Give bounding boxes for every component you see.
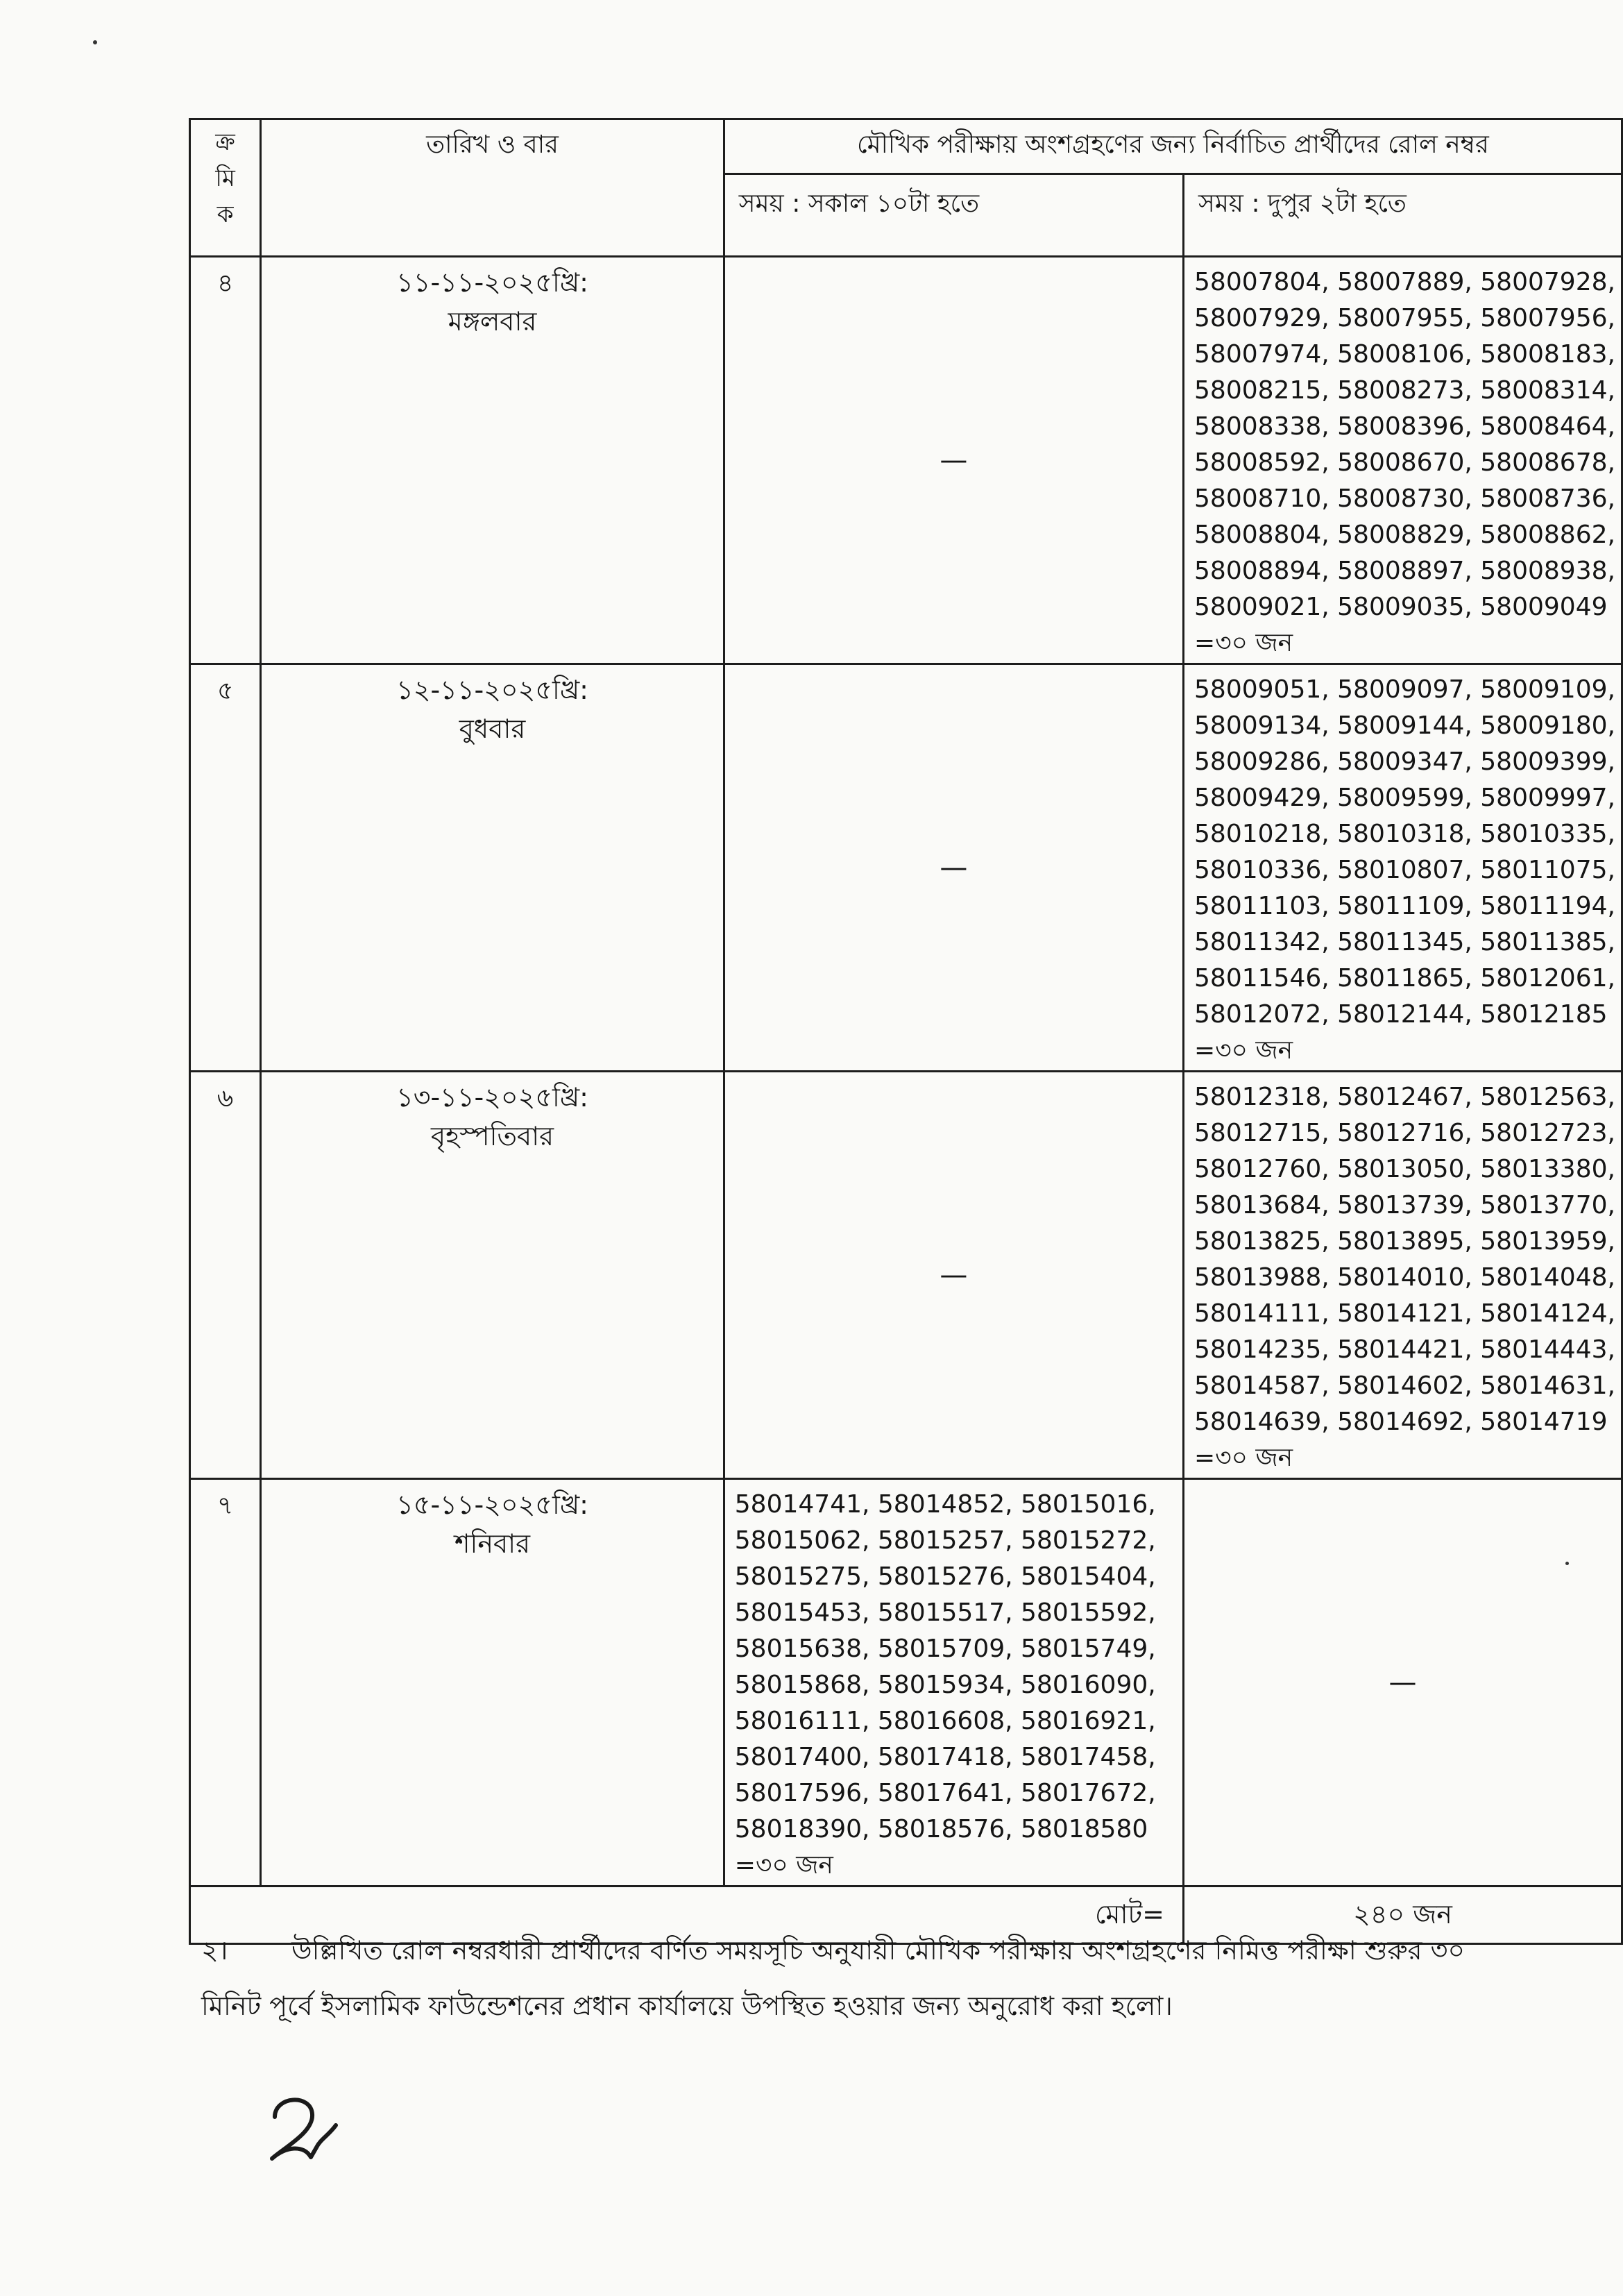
date-cell xyxy=(261,1072,724,1479)
total-label: মোট= xyxy=(190,1886,1184,1944)
instruction-note xyxy=(201,1923,1478,2034)
morning-cell-empty: — xyxy=(724,1072,1183,1479)
table-header-row xyxy=(190,119,1622,174)
date-text: ১৫-১১-২০২৫খ্রি: xyxy=(396,1489,588,1520)
date-cell xyxy=(261,664,724,1072)
table-row xyxy=(190,257,1622,664)
serial-header: ক্র মি ক xyxy=(190,119,261,257)
day-text: মঙ্গলবার xyxy=(448,306,537,337)
roll-numbers-header: মৌখিক পরীক্ষায় অংশগ্রহণের জন্য নির্বাচিত প্রার্থীদের রোল নম্বর xyxy=(724,119,1622,174)
day-text: শনিবার xyxy=(454,1528,531,1559)
table-row xyxy=(190,1072,1622,1479)
note-number: ২। xyxy=(201,1935,228,1966)
date-text: ১২-১১-২০২৫খ্রি: xyxy=(396,675,588,705)
day-text: বৃহস্পতিবার xyxy=(430,1121,554,1151)
table-row xyxy=(190,664,1622,1072)
afternoon-rolls-cell: 58007804, 58007889, 58007928, 58007929, 58007955, 58007956, 58007974, 58008106, 58008183, 58008215, 58008273, 58008314, 58008338, 58008396, 58008464, 58008592, 58008670, 58008678, 58008710, 58008730, 58008736, 58008804, 58008829, 58008862, 58008894, 58008897, 58008938, 58009021, 58009035, 58009049 =৩০ জন xyxy=(1184,257,1622,664)
handwritten-initial-signature xyxy=(265,2089,341,2166)
day-text: বুধবার xyxy=(459,714,526,744)
afternoon-slot-header: সময় : দুপুর ২টা হতে xyxy=(1184,174,1622,257)
total-value: ২৪০ জন xyxy=(1184,1886,1622,1944)
table-row xyxy=(190,1479,1622,1886)
note-text: উল্লিখিত রোল নম্বরধারী প্রার্থীদের বর্ণিত সময়সূচি অনুযায়ী মৌখিক পরীক্ষায় অংশগ্রহণের নিমিত্ত পরীক্ষা শুরুর ৩০ মিনিট পূর্বে ইসলামিক ফাউন্ডেশনের প্রধান কার্যালয়ে উপস্থিত হওয়ার জন্য অনুরোধ করা হলো। xyxy=(201,1935,1465,2021)
roll-number-table xyxy=(189,118,1623,1945)
afternoon-cell-empty: — xyxy=(1184,1479,1622,1886)
morning-cell-empty: — xyxy=(724,664,1183,1072)
date-text: ১৩-১১-২০২৫খ্রি: xyxy=(396,1082,588,1113)
serial-cell: ৪ xyxy=(190,257,261,664)
scan-speck xyxy=(93,40,97,44)
serial-cell: ৭ xyxy=(190,1479,261,1886)
date-cell xyxy=(261,1479,724,1886)
serial-cell: ৫ xyxy=(190,664,261,1072)
date-text: ১১-১১-২০২৫খ্রি: xyxy=(396,267,588,298)
morning-slot-header: সময় : সকাল ১০টা হতে xyxy=(724,174,1183,257)
date-day-header: তারিখ ও বার xyxy=(261,119,724,257)
serial-cell: ৬ xyxy=(190,1072,261,1479)
morning-cell-empty: — xyxy=(724,257,1183,664)
date-cell xyxy=(261,257,724,664)
afternoon-rolls-cell: 58012318, 58012467, 58012563, 58012715, 58012716, 58012723, 58012760, 58013050, 58013380, 58013684, 58013739, 58013770, 58013825, 58013895, 58013959, 58013988, 58014010, 58014048, 58014111, 58014121, 58014124, 58014235, 58014421, 58014443, 58014587, 58014602, 58014631, 58014639, 58014692, 58014719 =৩০ জন xyxy=(1184,1072,1622,1479)
morning-rolls-cell: 58014741, 58014852, 58015016, 58015062, 58015257, 58015272, 58015275, 58015276, 58015404, 58015453, 58015517, 58015592, 58015638, 58015709, 58015749, 58015868, 58015934, 58016090, 58016111, 58016608, 58016921, 58017400, 58017418, 58017458, 58017596, 58017641, 58017672, 58018390, 58018576, 58018580 =৩০ জন xyxy=(724,1479,1183,1886)
afternoon-rolls-cell: 58009051, 58009097, 58009109, 58009134, 58009144, 58009180, 58009286, 58009347, 58009399, 58009429, 58009599, 58009997, 58010218, 58010318, 58010335, 58010336, 58010807, 58011075, 58011103, 58011109, 58011194, 58011342, 58011345, 58011385, 58011546, 58011865, 58012061, 58012072, 58012144, 58012185 =৩০ জন xyxy=(1184,664,1622,1072)
